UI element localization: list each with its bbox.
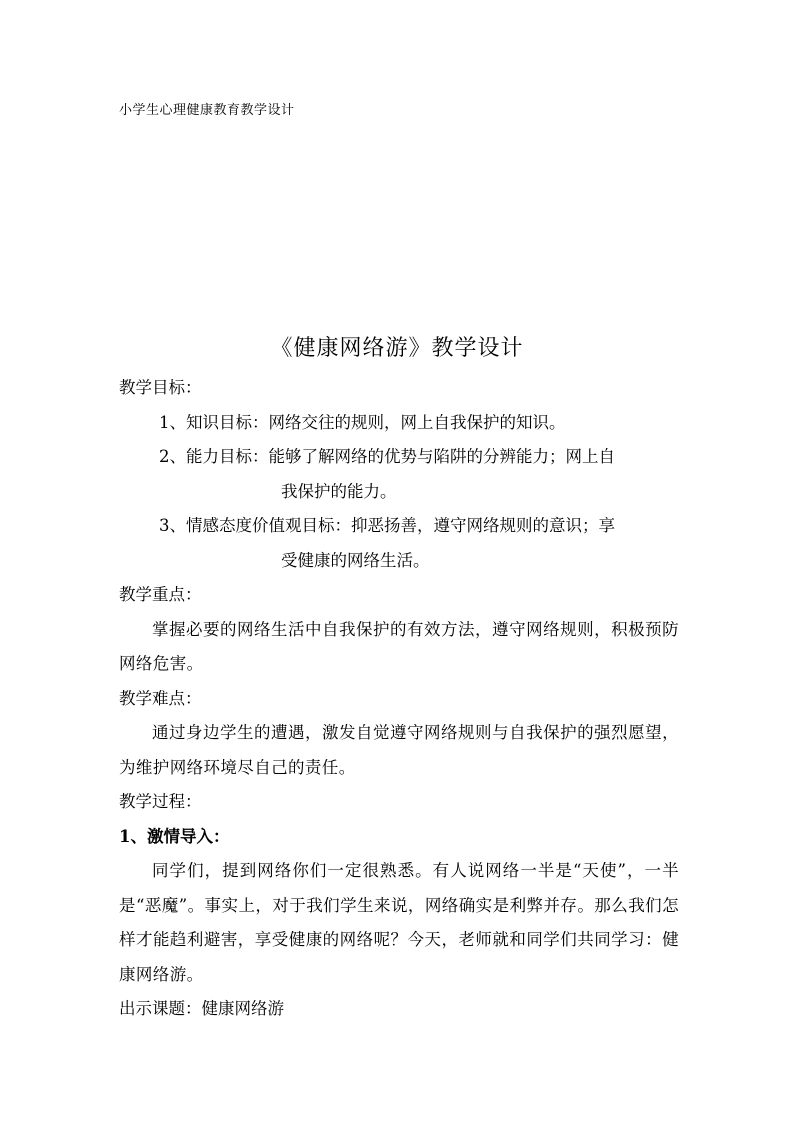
objective-1: 1、知识目标：网络交往的规则，网上自我保护的知识。 [159,412,566,432]
difficulties-heading: 教学难点： [119,688,202,708]
objectives-heading: 教学目标： [119,378,202,397]
difficulties-paragraph: 通过身边学生的遭遇，激发自觉遵守网络规则与自我保护的强烈愿望，为维护网络环境尽自己的责任。 [119,723,679,777]
document-body [119,371,679,1027]
section-1-paragraph: 同学们，提到网络你们一定很熟悉。有人说网络一半是“天使”，一半是“恶魔”。事实上，对于我们学生来说，网络确实是利弊并存。那么我们怎样才能趋利避害，享受健康的网络呢？今天，老师就和同学们共同学习：健康网络游。 [119,861,679,984]
objective-2: 2、能力目标：能够了解网络的优势与陷阱的分辨能力；网上自 [159,447,615,466]
document-title: 《健康网络游》教学设计 [270,336,524,361]
process-heading: 教学过程： [119,792,202,811]
key-points-paragraph: 掌握必要的网络生活中自我保护的有效方法，遵守网络规则，积极预防网络危害。 [119,619,679,673]
section-1-heading: 1、激情导入： [119,826,230,846]
objective-2-continued: 我保护的能力。 [281,481,397,501]
objective-3-continued: 受健康的网络生活。 [281,550,430,570]
page-header: 小学生心理健康教育教学设计 [119,103,295,118]
objective-3: 3、情感态度价值观目标：抑恶扬善，遵守网络规则的意识；享 [159,516,615,535]
show-topic-line: 出示课题：健康网络游 [119,999,284,1018]
key-points-heading: 教学重点： [119,585,202,604]
